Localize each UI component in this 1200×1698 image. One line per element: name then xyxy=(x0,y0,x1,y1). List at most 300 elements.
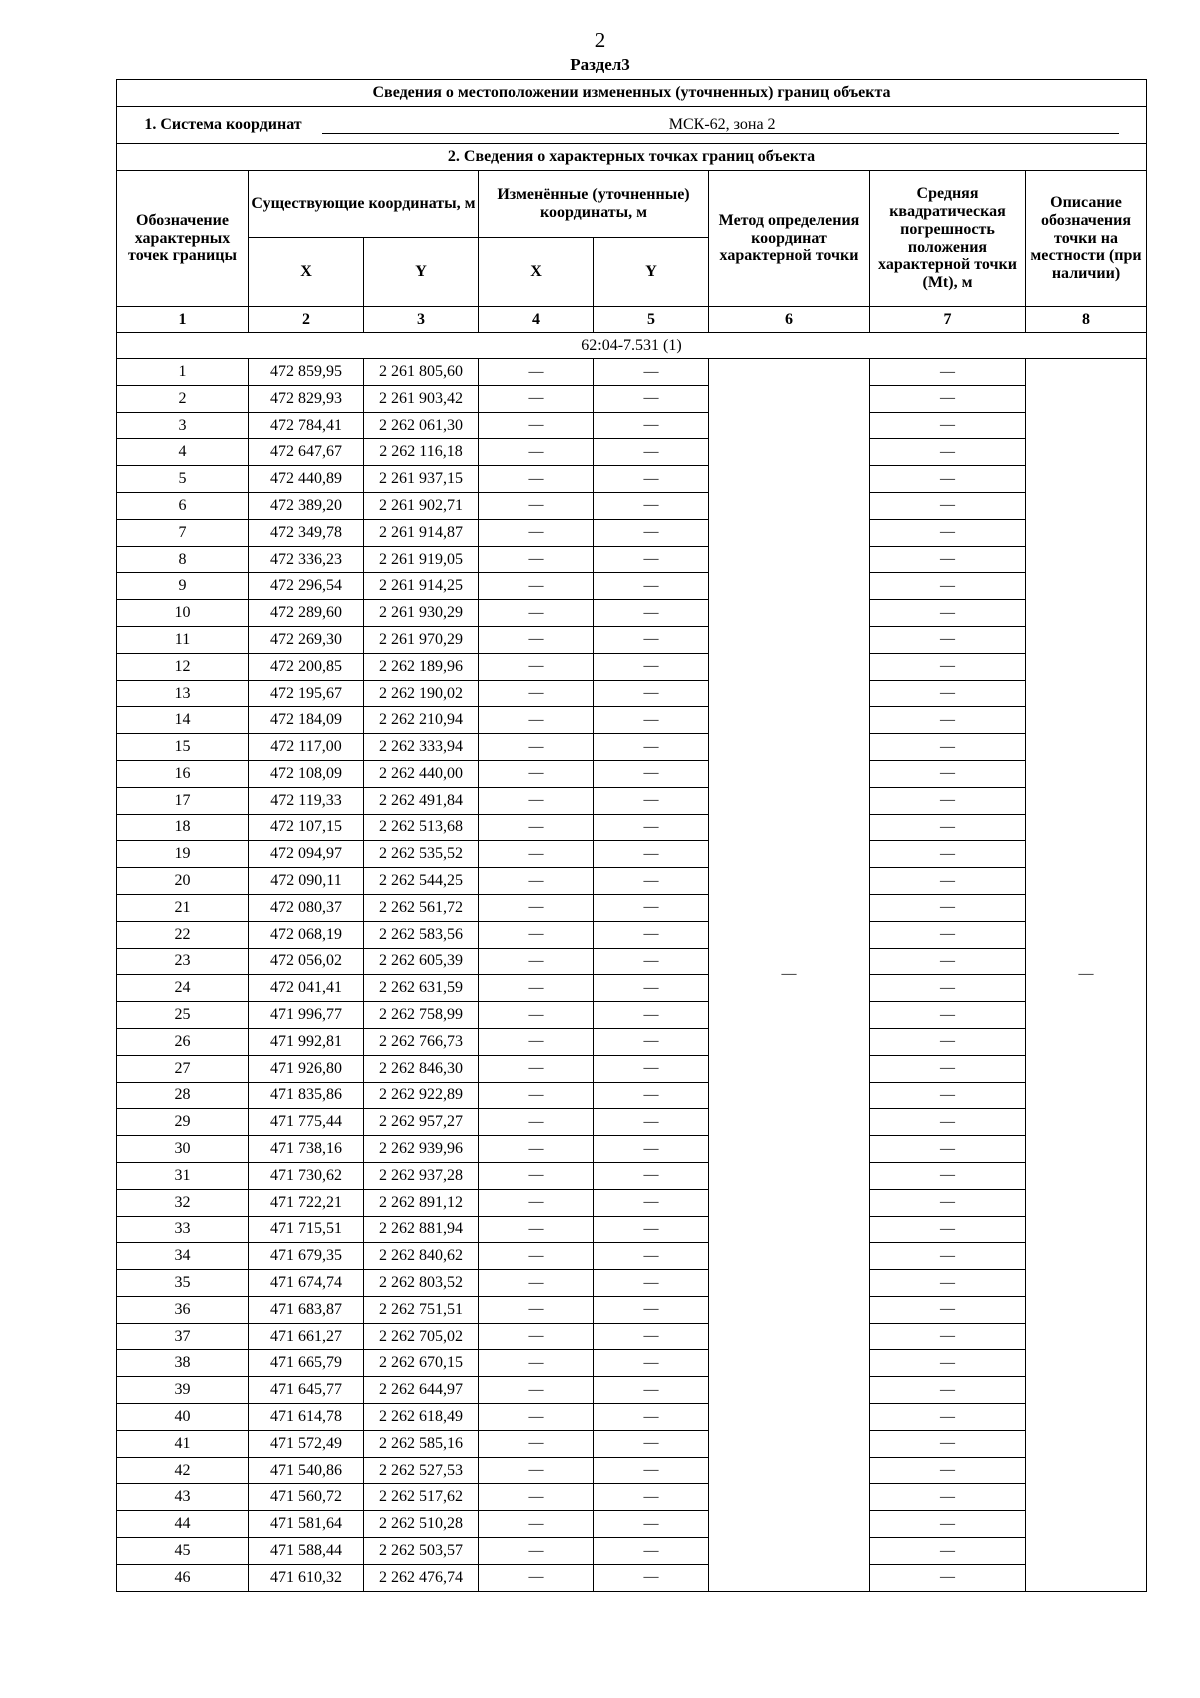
existing-y-cell: 2 262 705,02 xyxy=(364,1323,479,1350)
existing-y-cell: 2 261 902,71 xyxy=(364,492,479,519)
existing-y-cell: 2 262 517,62 xyxy=(364,1484,479,1511)
page-number: 2 xyxy=(594,28,606,52)
updated-y-cell: — xyxy=(594,653,709,680)
header-updated-x: X xyxy=(479,238,594,307)
point-number: 17 xyxy=(117,787,249,814)
point-number: 6 xyxy=(117,492,249,519)
updated-y-cell: — xyxy=(594,1350,709,1377)
table-row xyxy=(117,1538,1147,1565)
existing-y-cell: 2 262 751,51 xyxy=(364,1296,479,1323)
existing-y-cell: 2 262 631,59 xyxy=(364,975,479,1002)
table-row xyxy=(117,439,1147,466)
updated-y-cell: — xyxy=(594,680,709,707)
existing-y-cell: 2 261 914,25 xyxy=(364,573,479,600)
error-cell: — xyxy=(870,1028,1026,1055)
point-number: 35 xyxy=(117,1270,249,1297)
existing-x-cell: 472 200,85 xyxy=(249,653,364,680)
point-number: 21 xyxy=(117,894,249,921)
updated-x-cell: — xyxy=(479,626,594,653)
error-cell: — xyxy=(870,1404,1026,1431)
table-row xyxy=(117,1296,1147,1323)
error-cell: — xyxy=(870,600,1026,627)
existing-y-cell: 2 262 513,68 xyxy=(364,814,479,841)
updated-y-cell: — xyxy=(594,1296,709,1323)
updated-y-cell: — xyxy=(594,1243,709,1270)
error-cell: — xyxy=(870,921,1026,948)
updated-y-cell: — xyxy=(594,975,709,1002)
table-row xyxy=(117,1350,1147,1377)
table-row xyxy=(117,1511,1147,1538)
existing-x-cell: 472 056,02 xyxy=(249,948,364,975)
point-number: 24 xyxy=(117,975,249,1002)
coord-system-row xyxy=(117,107,1147,144)
existing-y-cell: 2 262 891,12 xyxy=(364,1189,479,1216)
point-number: 40 xyxy=(117,1404,249,1431)
section-title: Раздел3 xyxy=(570,55,630,74)
error-cell: — xyxy=(870,707,1026,734)
point-number: 2 xyxy=(117,385,249,412)
error-cell: — xyxy=(870,680,1026,707)
parcel-label: 62:04-7.531 (1) xyxy=(117,333,1147,359)
existing-x-cell: 472 094,97 xyxy=(249,841,364,868)
existing-x-cell: 472 080,37 xyxy=(249,894,364,921)
updated-y-cell: — xyxy=(594,546,709,573)
header-description: Описание обозначения точки на местности (при наличии) xyxy=(1026,171,1147,307)
table-row xyxy=(117,1002,1147,1029)
existing-x-cell: 472 389,20 xyxy=(249,492,364,519)
point-number: 44 xyxy=(117,1511,249,1538)
table-body xyxy=(117,359,1147,1592)
existing-y-cell: 2 262 544,25 xyxy=(364,868,479,895)
point-number: 9 xyxy=(117,573,249,600)
table-row xyxy=(117,412,1147,439)
updated-x-cell: — xyxy=(479,734,594,761)
existing-x-cell: 472 119,33 xyxy=(249,787,364,814)
updated-y-cell: — xyxy=(594,385,709,412)
error-cell: — xyxy=(870,760,1026,787)
table-row xyxy=(117,814,1147,841)
updated-y-cell: — xyxy=(594,734,709,761)
updated-x-cell: — xyxy=(479,492,594,519)
point-number: 7 xyxy=(117,519,249,546)
point-number: 8 xyxy=(117,546,249,573)
point-number: 29 xyxy=(117,1109,249,1136)
existing-x-cell: 471 738,16 xyxy=(249,1136,364,1163)
updated-x-cell: — xyxy=(479,1243,594,1270)
error-cell: — xyxy=(870,626,1026,653)
updated-y-cell: — xyxy=(594,921,709,948)
table-row xyxy=(117,841,1147,868)
updated-y-cell: — xyxy=(594,1538,709,1565)
existing-x-cell: 472 336,23 xyxy=(249,546,364,573)
table-title: Сведения о местоположении измененных (уточненных) границ объекта xyxy=(117,80,1147,107)
table-row xyxy=(117,1055,1147,1082)
updated-y-cell: — xyxy=(594,1136,709,1163)
error-cell: — xyxy=(870,868,1026,895)
table-row xyxy=(117,1457,1147,1484)
error-cell: — xyxy=(870,439,1026,466)
existing-x-cell: 472 068,19 xyxy=(249,921,364,948)
existing-x-cell: 472 296,54 xyxy=(249,573,364,600)
point-number: 16 xyxy=(117,760,249,787)
updated-y-cell: — xyxy=(594,1564,709,1591)
point-number: 25 xyxy=(117,1002,249,1029)
existing-y-cell: 2 262 840,62 xyxy=(364,1243,479,1270)
existing-y-cell: 2 262 670,15 xyxy=(364,1350,479,1377)
existing-y-cell: 2 262 881,94 xyxy=(364,1216,479,1243)
table-row xyxy=(117,385,1147,412)
header-method: Метод определения координат характерной точки xyxy=(709,171,870,307)
error-cell: — xyxy=(870,948,1026,975)
updated-y-cell: — xyxy=(594,1055,709,1082)
existing-x-cell: 471 996,77 xyxy=(249,1002,364,1029)
updated-y-cell: — xyxy=(594,492,709,519)
error-cell: — xyxy=(870,1082,1026,1109)
table-row xyxy=(117,787,1147,814)
point-number: 4 xyxy=(117,439,249,466)
existing-y-cell: 2 262 922,89 xyxy=(364,1082,479,1109)
table-row xyxy=(117,680,1147,707)
point-number: 27 xyxy=(117,1055,249,1082)
table-row xyxy=(117,868,1147,895)
error-cell: — xyxy=(870,1350,1026,1377)
error-cell: — xyxy=(870,1109,1026,1136)
existing-y-cell: 2 262 618,49 xyxy=(364,1404,479,1431)
table-row xyxy=(117,1564,1147,1591)
updated-x-cell: — xyxy=(479,1296,594,1323)
existing-x-cell: 472 784,41 xyxy=(249,412,364,439)
point-number: 15 xyxy=(117,734,249,761)
error-cell: — xyxy=(870,1055,1026,1082)
header-existing-y: Y xyxy=(364,238,479,307)
updated-y-cell: — xyxy=(594,573,709,600)
existing-y-cell: 2 261 914,87 xyxy=(364,519,479,546)
updated-y-cell: — xyxy=(594,841,709,868)
updated-x-cell: — xyxy=(479,1564,594,1591)
updated-x-cell: — xyxy=(479,1028,594,1055)
header-updated-coords: Изменённые (уточненные) координаты, м xyxy=(479,171,709,238)
updated-x-cell: — xyxy=(479,519,594,546)
existing-y-cell: 2 261 903,42 xyxy=(364,385,479,412)
updated-y-cell: — xyxy=(594,868,709,895)
column-number: 6 xyxy=(709,307,870,333)
updated-x-cell: — xyxy=(479,439,594,466)
existing-y-cell: 2 262 503,57 xyxy=(364,1538,479,1565)
updated-x-cell: — xyxy=(479,653,594,680)
updated-y-cell: — xyxy=(594,948,709,975)
table-row xyxy=(117,492,1147,519)
existing-x-cell: 472 647,67 xyxy=(249,439,364,466)
point-number: 42 xyxy=(117,1457,249,1484)
point-number: 12 xyxy=(117,653,249,680)
updated-y-cell: — xyxy=(594,1404,709,1431)
existing-y-cell: 2 262 527,53 xyxy=(364,1457,479,1484)
point-number: 30 xyxy=(117,1136,249,1163)
updated-x-cell: — xyxy=(479,1082,594,1109)
updated-x-cell: — xyxy=(479,385,594,412)
table-row xyxy=(117,1270,1147,1297)
existing-y-cell: 2 262 333,94 xyxy=(364,734,479,761)
updated-x-cell: — xyxy=(479,814,594,841)
existing-x-cell: 471 610,32 xyxy=(249,1564,364,1591)
updated-x-cell: — xyxy=(479,975,594,1002)
table-row xyxy=(117,1484,1147,1511)
updated-y-cell: — xyxy=(594,1109,709,1136)
existing-x-cell: 471 926,80 xyxy=(249,1055,364,1082)
table-row xyxy=(117,1430,1147,1457)
existing-y-cell: 2 262 937,28 xyxy=(364,1162,479,1189)
table-row xyxy=(117,359,1147,386)
existing-y-cell: 2 262 510,28 xyxy=(364,1511,479,1538)
error-cell: — xyxy=(870,1270,1026,1297)
existing-x-cell: 472 108,09 xyxy=(249,760,364,787)
updated-x-cell: — xyxy=(479,1377,594,1404)
updated-x-cell: — xyxy=(479,787,594,814)
updated-y-cell: — xyxy=(594,787,709,814)
updated-x-cell: — xyxy=(479,1109,594,1136)
updated-x-cell: — xyxy=(479,760,594,787)
point-number: 11 xyxy=(117,626,249,653)
table-row xyxy=(117,466,1147,493)
updated-x-cell: — xyxy=(479,1430,594,1457)
updated-x-cell: — xyxy=(479,600,594,627)
table-row xyxy=(117,546,1147,573)
updated-x-cell: — xyxy=(479,921,594,948)
table-row xyxy=(117,707,1147,734)
existing-y-cell: 2 262 766,73 xyxy=(364,1028,479,1055)
point-number: 39 xyxy=(117,1377,249,1404)
header-updated-y: Y xyxy=(594,238,709,307)
updated-y-cell: — xyxy=(594,1511,709,1538)
updated-x-cell: — xyxy=(479,1136,594,1163)
existing-x-cell: 472 289,60 xyxy=(249,600,364,627)
existing-y-cell: 2 262 061,30 xyxy=(364,412,479,439)
existing-x-cell: 472 041,41 xyxy=(249,975,364,1002)
error-cell: — xyxy=(870,734,1026,761)
updated-x-cell: — xyxy=(479,707,594,734)
updated-y-cell: — xyxy=(594,626,709,653)
table-row xyxy=(117,734,1147,761)
point-number: 34 xyxy=(117,1243,249,1270)
existing-x-cell: 472 859,95 xyxy=(249,359,364,386)
updated-x-cell: — xyxy=(479,573,594,600)
existing-y-cell: 2 262 116,18 xyxy=(364,439,479,466)
table-row xyxy=(117,573,1147,600)
updated-x-cell: — xyxy=(479,948,594,975)
existing-y-cell: 2 261 937,15 xyxy=(364,466,479,493)
existing-y-cell: 2 261 919,05 xyxy=(364,546,479,573)
table-row xyxy=(117,975,1147,1002)
updated-x-cell: — xyxy=(479,841,594,868)
existing-x-cell: 472 107,15 xyxy=(249,814,364,841)
updated-x-cell: — xyxy=(479,894,594,921)
point-number: 22 xyxy=(117,921,249,948)
column-number: 2 xyxy=(249,307,364,333)
updated-y-cell: — xyxy=(594,519,709,546)
existing-x-cell: 471 581,64 xyxy=(249,1511,364,1538)
column-number: 4 xyxy=(479,307,594,333)
existing-y-cell: 2 261 805,60 xyxy=(364,359,479,386)
error-cell: — xyxy=(870,1377,1026,1404)
existing-x-cell: 472 184,09 xyxy=(249,707,364,734)
error-cell: — xyxy=(870,1538,1026,1565)
point-number: 36 xyxy=(117,1296,249,1323)
error-cell: — xyxy=(870,1162,1026,1189)
boundary-points-table xyxy=(116,79,1147,1592)
header-existing-x: X xyxy=(249,238,364,307)
existing-y-cell: 2 262 939,96 xyxy=(364,1136,479,1163)
updated-x-cell: — xyxy=(479,1162,594,1189)
updated-x-cell: — xyxy=(479,1270,594,1297)
existing-x-cell: 472 349,78 xyxy=(249,519,364,546)
error-cell: — xyxy=(870,1511,1026,1538)
table-row xyxy=(117,760,1147,787)
updated-y-cell: — xyxy=(594,439,709,466)
updated-y-cell: — xyxy=(594,466,709,493)
error-cell: — xyxy=(870,385,1026,412)
updated-y-cell: — xyxy=(594,412,709,439)
existing-x-cell: 472 440,89 xyxy=(249,466,364,493)
updated-y-cell: — xyxy=(594,894,709,921)
coord-system-value: МСК-62, зона 2 xyxy=(322,116,1119,135)
error-cell: — xyxy=(870,1457,1026,1484)
updated-y-cell: — xyxy=(594,1189,709,1216)
updated-x-cell: — xyxy=(479,1511,594,1538)
existing-x-cell: 471 540,86 xyxy=(249,1457,364,1484)
updated-y-cell: — xyxy=(594,1216,709,1243)
table-row xyxy=(117,1404,1147,1431)
existing-x-cell: 471 674,74 xyxy=(249,1270,364,1297)
updated-x-cell: — xyxy=(479,412,594,439)
table-row xyxy=(117,1377,1147,1404)
updated-x-cell: — xyxy=(479,1216,594,1243)
updated-x-cell: — xyxy=(479,1323,594,1350)
method-cell: — xyxy=(709,359,870,1592)
table-row xyxy=(117,1323,1147,1350)
error-cell: — xyxy=(870,1323,1026,1350)
existing-x-cell: 471 588,44 xyxy=(249,1538,364,1565)
existing-x-cell: 472 269,30 xyxy=(249,626,364,653)
error-cell: — xyxy=(870,412,1026,439)
point-number: 14 xyxy=(117,707,249,734)
updated-x-cell: — xyxy=(479,1189,594,1216)
updated-x-cell: — xyxy=(479,1002,594,1029)
existing-y-cell: 2 262 957,27 xyxy=(364,1109,479,1136)
existing-x-cell: 472 195,67 xyxy=(249,680,364,707)
existing-y-cell: 2 262 190,02 xyxy=(364,680,479,707)
existing-x-cell: 471 775,44 xyxy=(249,1109,364,1136)
updated-x-cell: — xyxy=(479,868,594,895)
existing-y-cell: 2 262 210,94 xyxy=(364,707,479,734)
table-row xyxy=(117,519,1147,546)
updated-x-cell: — xyxy=(479,1538,594,1565)
point-number: 13 xyxy=(117,680,249,707)
existing-y-cell: 2 262 583,56 xyxy=(364,921,479,948)
table-row xyxy=(117,653,1147,680)
header-point-designation: Обозначение характерных точек границы xyxy=(117,171,249,307)
error-cell: — xyxy=(870,975,1026,1002)
error-cell: — xyxy=(870,1216,1026,1243)
existing-x-cell: 471 992,81 xyxy=(249,1028,364,1055)
point-number: 38 xyxy=(117,1350,249,1377)
existing-y-cell: 2 262 758,99 xyxy=(364,1002,479,1029)
error-cell: — xyxy=(870,841,1026,868)
error-cell: — xyxy=(870,1430,1026,1457)
updated-y-cell: — xyxy=(594,1430,709,1457)
point-number: 5 xyxy=(117,466,249,493)
existing-x-cell: 471 614,78 xyxy=(249,1404,364,1431)
table-row xyxy=(117,600,1147,627)
existing-y-cell: 2 262 585,16 xyxy=(364,1430,479,1457)
point-number: 23 xyxy=(117,948,249,975)
error-cell: — xyxy=(870,519,1026,546)
subsection-title: 2. Сведения о характерных точках границ объекта xyxy=(117,144,1147,171)
coord-system-label: 1. Система координат xyxy=(144,115,302,133)
updated-x-cell: — xyxy=(479,1484,594,1511)
point-number: 46 xyxy=(117,1564,249,1591)
updated-y-cell: — xyxy=(594,1162,709,1189)
existing-x-cell: 471 645,77 xyxy=(249,1377,364,1404)
column-number: 3 xyxy=(364,307,479,333)
table-row xyxy=(117,921,1147,948)
point-number: 1 xyxy=(117,359,249,386)
table-row xyxy=(117,1243,1147,1270)
existing-y-cell: 2 261 970,29 xyxy=(364,626,479,653)
existing-x-cell: 472 829,93 xyxy=(249,385,364,412)
existing-y-cell: 2 262 440,00 xyxy=(364,760,479,787)
table-row xyxy=(117,1028,1147,1055)
existing-x-cell: 471 661,27 xyxy=(249,1323,364,1350)
error-cell: — xyxy=(870,1484,1026,1511)
point-number: 28 xyxy=(117,1082,249,1109)
point-number: 19 xyxy=(117,841,249,868)
table-row xyxy=(117,1216,1147,1243)
error-cell: — xyxy=(870,894,1026,921)
existing-y-cell: 2 262 476,74 xyxy=(364,1564,479,1591)
error-cell: — xyxy=(870,492,1026,519)
existing-y-cell: 2 262 561,72 xyxy=(364,894,479,921)
updated-y-cell: — xyxy=(594,707,709,734)
existing-x-cell: 471 683,87 xyxy=(249,1296,364,1323)
updated-y-cell: — xyxy=(594,1270,709,1297)
updated-y-cell: — xyxy=(594,1457,709,1484)
error-cell: — xyxy=(870,1136,1026,1163)
existing-y-cell: 2 262 803,52 xyxy=(364,1270,479,1297)
error-cell: — xyxy=(870,573,1026,600)
error-cell: — xyxy=(870,1189,1026,1216)
updated-y-cell: — xyxy=(594,1323,709,1350)
existing-y-cell: 2 262 605,39 xyxy=(364,948,479,975)
existing-x-cell: 471 722,21 xyxy=(249,1189,364,1216)
updated-x-cell: — xyxy=(479,1404,594,1431)
updated-y-cell: — xyxy=(594,359,709,386)
point-number: 3 xyxy=(117,412,249,439)
point-number: 26 xyxy=(117,1028,249,1055)
existing-y-cell: 2 262 846,30 xyxy=(364,1055,479,1082)
error-cell: — xyxy=(870,653,1026,680)
existing-x-cell: 471 665,79 xyxy=(249,1350,364,1377)
point-number: 33 xyxy=(117,1216,249,1243)
updated-x-cell: — xyxy=(479,1350,594,1377)
existing-x-cell: 471 835,86 xyxy=(249,1082,364,1109)
point-number: 20 xyxy=(117,868,249,895)
table-row xyxy=(117,948,1147,975)
error-cell: — xyxy=(870,1243,1026,1270)
table-row xyxy=(117,1162,1147,1189)
updated-y-cell: — xyxy=(594,600,709,627)
updated-x-cell: — xyxy=(479,359,594,386)
error-cell: — xyxy=(870,359,1026,386)
